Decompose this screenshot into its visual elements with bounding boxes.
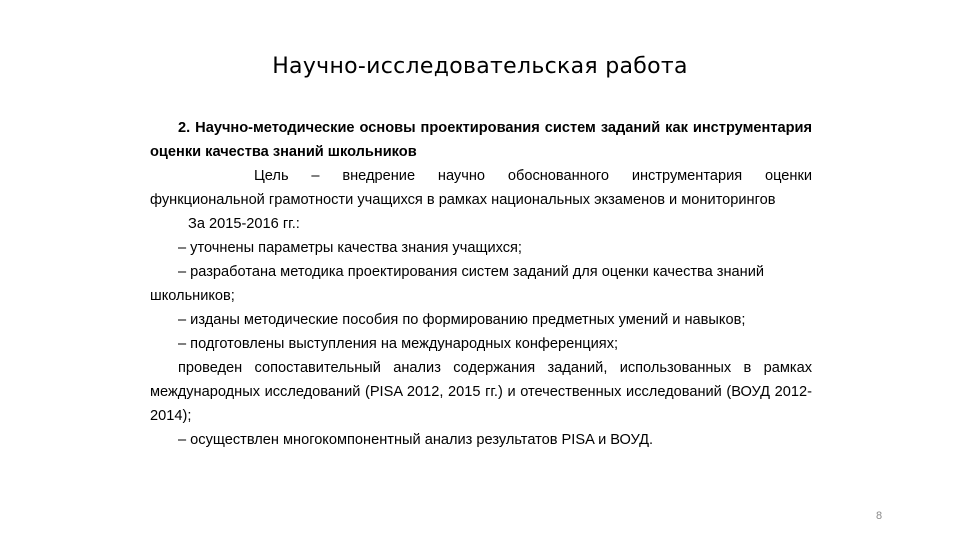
slide-title: Научно-исследовательская работа [272,54,688,79]
list-item: проведен сопоставительный анализ содержания заданий, использованных в рамках международных исследований (PISA 2012, 2015 гг.) и отечественных исследований (ВОУД 2012-2014); [150,360,812,424]
section-heading: 2. Научно-методические основы проектирования систем заданий как инструментария оценки качества знаний школьников [150,120,812,160]
period-label: За 2015-2016 гг.: [188,216,300,232]
page-number: 8 [876,510,883,522]
list-item: – осуществлен многокомпонентный анализ результатов PISA и ВОУД. [178,432,654,448]
goal-paragraph: Цель – внедрение научно обоснованного инструментария оценки функциональной грамотности учащихся в рамках национальных экзаменов и мониторингов [150,168,812,208]
list-item: – уточнены параметры качества знания учащихся; [178,240,522,256]
list-item: – подготовлены выступления на международных конференциях; [178,336,619,352]
list-item: – разработана методика проектирования систем заданий для оценки качества знаний школьников; [150,264,765,304]
list-item: – изданы методические пособия по формированию предметных умений и навыков; [178,312,746,328]
slide-body [150,116,812,452]
